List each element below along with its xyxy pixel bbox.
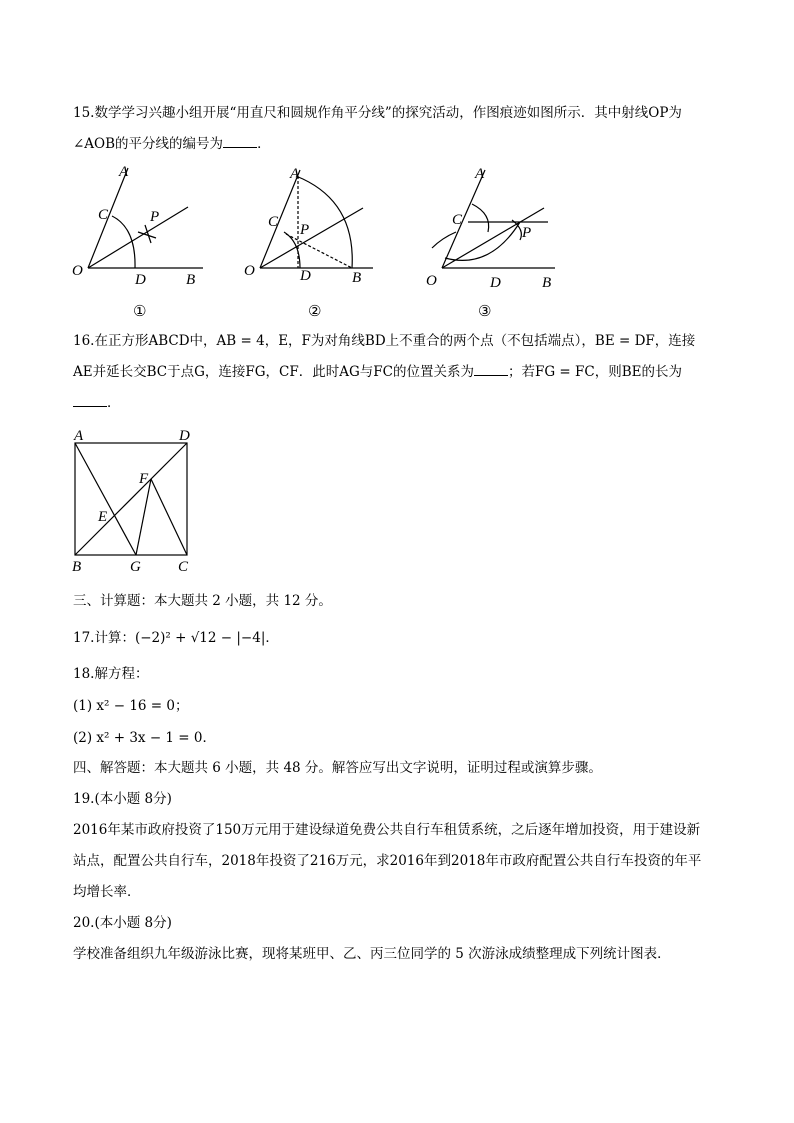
q16-line2 [73, 362, 682, 382]
q16-answer-blank-1[interactable] [474, 363, 508, 376]
label-a: A [74, 428, 84, 444]
label-g: G [130, 559, 141, 575]
fig2-caption: ② [308, 302, 322, 320]
label-c: C [178, 559, 189, 575]
q16-line2b: ；若FG = FC，则BE的长为 [507, 364, 682, 380]
q19-line2: 站点，配置公共自行车，2018年投资了216万元，求2016年到2018年市政府配置公共自行车投资的年平 [73, 853, 702, 869]
fig3-label-b: B [542, 275, 552, 291]
segment-ag [75, 443, 136, 555]
q19-title: 19.(本小题 8分) [73, 791, 172, 807]
fig1-label-o: O [72, 263, 83, 279]
fig1-mark-a [138, 232, 156, 238]
q16-line3-end: ． [107, 395, 121, 411]
q15-line2-end: ． [257, 136, 271, 152]
fig1-label-a: A [119, 164, 129, 180]
q16-answer-blank-2[interactable] [73, 394, 107, 407]
q15-line1: 15.数学学习兴趣小组开展“用直尺和圆规作角平分线”的探究活动，作图痕迹如图所示．其中射线OP为 [73, 105, 682, 121]
fig3-arc-c [472, 204, 489, 232]
label-e: E [98, 509, 108, 525]
fig2-dash-diagonal [286, 234, 352, 268]
fig2-label-c: C [268, 214, 279, 230]
q16-line1: 16.在正方形ABCD中，AB = 4，E，F为对角线BD上不重合的两个点（不包括端点），BE = DF，连接 [73, 333, 696, 349]
q15-line2 [73, 134, 271, 154]
section3-heading: 三、计算题：本大题共 2 小题，共 12 分。 [73, 593, 332, 609]
q20-title: 20.(本小题 8分) [73, 915, 172, 931]
q15-figure-2 [238, 160, 388, 320]
q15-figure-1 [68, 160, 218, 320]
segment-fc [151, 479, 187, 555]
fig2-label-a: A [290, 166, 300, 182]
fig3-label-o: O [426, 273, 437, 289]
fig3-label-d: D [490, 275, 501, 291]
fig3-caption: ③ [478, 302, 492, 320]
fig3-ray-oa [442, 170, 485, 268]
fig1-caption: ① [133, 302, 147, 320]
label-d: D [179, 428, 190, 444]
q18-part1: (1) x² − 16 = 0； [73, 698, 189, 714]
q15-answer-blank[interactable] [223, 135, 257, 148]
q18-part2: (2) x² + 3x − 1 = 0． [73, 730, 217, 746]
q19-line1: 2016年某市政府投资了150万元用于建设绿道免费公共自行车租赁系统，之后逐年增加投资，用于建设新 [73, 822, 701, 838]
fig1-label-d: D [135, 272, 146, 288]
q20-line1: 学校准备组织九年级游泳比赛，现将某班甲、乙、丙三位同学的 5 次游泳成绩整理成下列统计图表． [73, 946, 671, 962]
fig3-label-p: P [522, 225, 532, 241]
q16-line3 [73, 393, 121, 413]
label-b: B [72, 559, 82, 575]
q19-line3: 均增长率． [73, 884, 141, 900]
fig2-label-o: O [244, 263, 255, 279]
fig1-label-c: C [98, 207, 109, 223]
q15-figure-3 [420, 160, 570, 320]
fig1-label-b: B [186, 272, 196, 288]
label-f: F [139, 471, 149, 487]
q18-title: 18.解方程： [73, 666, 149, 682]
q16-line2a: AE并延长交BC于点G，连接FG，CF．此时AG与FC的位置关系为 [73, 364, 474, 380]
fig3-label-a: A [475, 166, 485, 182]
segment-fg [136, 479, 151, 555]
diagonal-bd [75, 443, 187, 555]
q16-figure-square [66, 425, 206, 575]
q15-line2-text: ∠AOB的平分线的编号为 [73, 136, 224, 152]
fig2-ray-oa [260, 170, 300, 268]
section4-heading: 四、解答题：本大题共 6 小题，共 48 分。解答应写出文字说明，证明过程或演算步骤。 [73, 760, 602, 776]
fig3-label-c: C [452, 212, 463, 228]
q17-text: 17.计算：(−2)² + √12 − |−4|． [73, 630, 279, 646]
fig2-label-d: D [300, 268, 311, 284]
fig1-label-p: P [150, 209, 160, 225]
fig1-mark-b [145, 225, 151, 243]
fig2-label-p: P [300, 222, 310, 238]
fig2-label-b: B [352, 270, 362, 286]
